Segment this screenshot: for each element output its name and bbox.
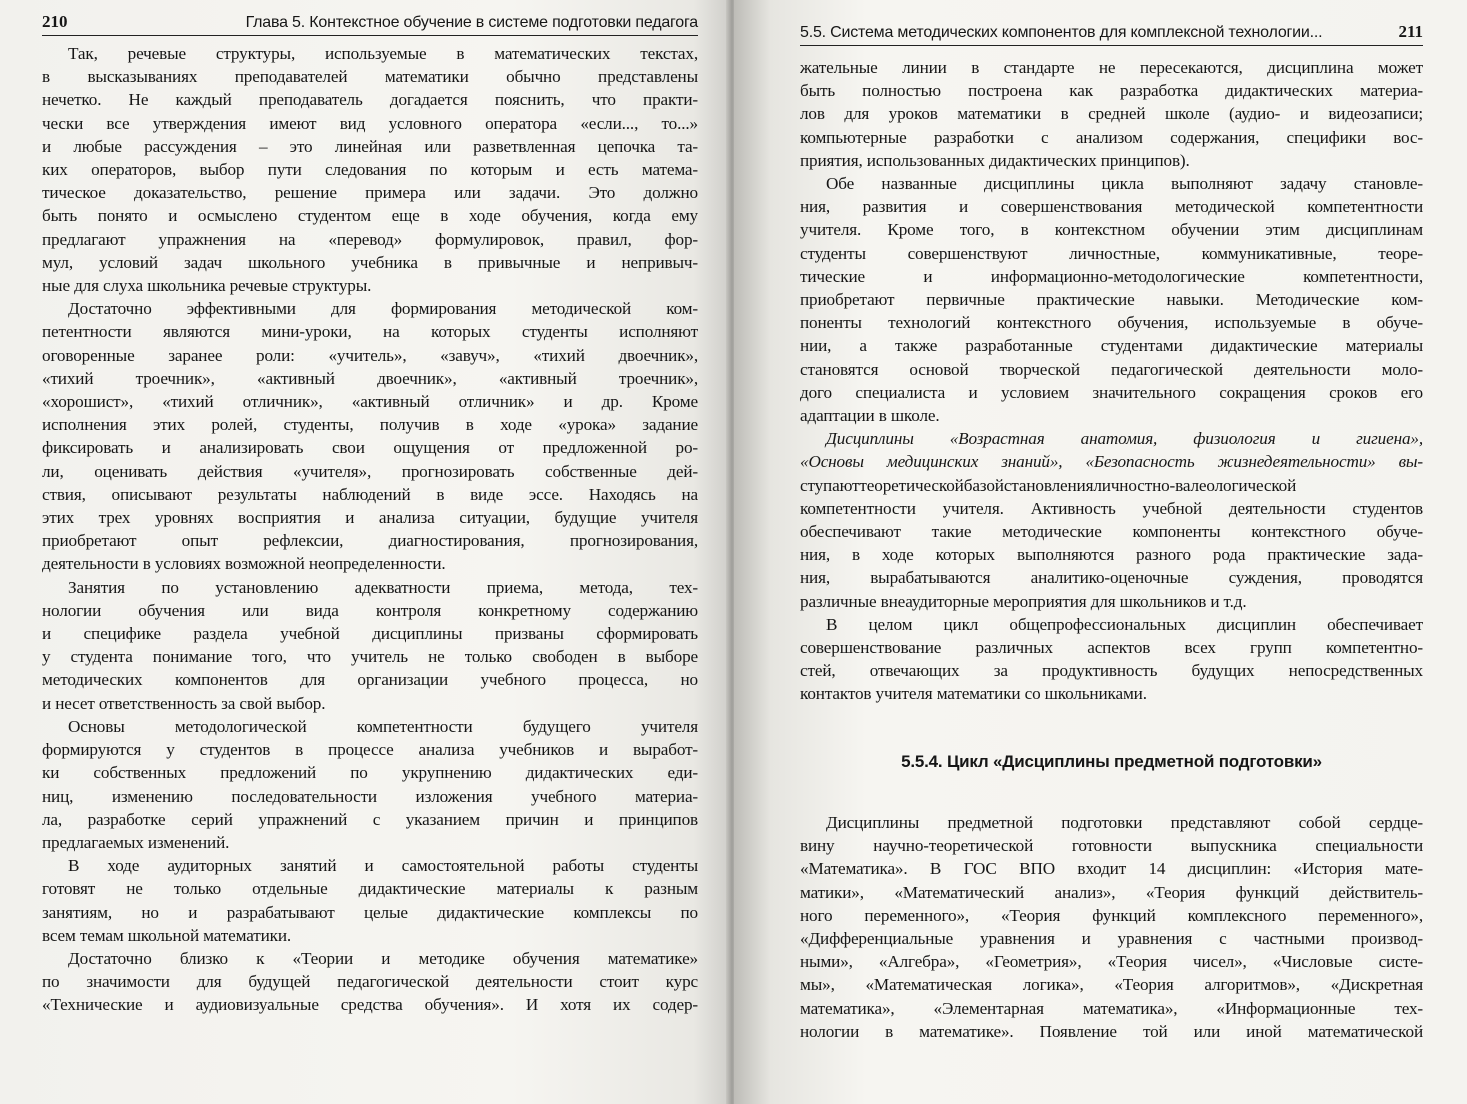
- section-heading: 5.5.4. Цикл «Дисциплины предметной подготовки»: [901, 751, 1322, 771]
- text-line: Так, речевые структуры, используемые в математических текстах,: [68, 44, 698, 63]
- text-line: «Дифференциальные уравнения и уравнения с частными производ-: [800, 928, 1423, 948]
- text-line: ствия, описывают результаты наблюдений в виде эссе. Находясь на: [42, 484, 698, 504]
- text-line: Занятия по установлению адекватности приема, метода, тех-: [68, 577, 698, 597]
- text-line: приобретают первичные практические навыки. Методические ком-: [800, 290, 1423, 310]
- page-number: 211: [1398, 22, 1423, 41]
- text-line: деятельности в условиях возможной неопределенности.: [42, 554, 446, 574]
- text-line: В целом цикл общепрофессиональных дисциплин обеспечивает: [826, 614, 1423, 634]
- text-line: ния, в ходе которых выполняются разного рода практические зада-: [800, 545, 1423, 565]
- text-line: в высказываниях преподавателей математики обычно представлены: [42, 67, 698, 87]
- text-line: приятия, использованных дидактических принципов).: [800, 150, 1190, 170]
- text-line: «хорошист», «тихий отличник», «активный отличник» и др. Кроме: [42, 392, 698, 412]
- text-line: Достаточно близко к «Теории и методике обучения математике»: [68, 948, 698, 968]
- text-line: исполнения этих ролей, студенты, получив в ходе «урока» задание: [42, 415, 698, 435]
- right-body-text: [800, 56, 1423, 1043]
- text-line: мул, условий задач школьного учебника в привычные и непривыч-: [42, 252, 698, 272]
- text-line: Достаточно эффективными для формирования методической ком-: [68, 299, 698, 319]
- text-line: нии, а также разработанные студентами дидактические материалы: [800, 336, 1423, 356]
- text-line: ла, разработке серий упражнений с указанием причин и принципов: [42, 809, 698, 829]
- text-line: всем темам школьной математики.: [42, 925, 292, 945]
- text-line: поненты технологий контекстного обучения, используемые в обуче-: [800, 313, 1423, 333]
- text-line: Дисциплины «Возрастная анатомия, физиология и гигиена»,: [826, 429, 1423, 449]
- text-line: предлагают упражнения на «перевод» формулировок, правил, фор-: [42, 229, 698, 249]
- text-line: петентности являются мини-уроки, на которых студенты исполняют: [42, 322, 698, 342]
- text-line: у студента понимание того, что учитель не только свободен в выборе: [42, 647, 698, 667]
- text-line: «тихий троечник», «активный двоечник», «активный троечник»,: [42, 368, 698, 388]
- text-line: студенты совершенствуют личностные, коммуникативные, теоре-: [800, 243, 1423, 263]
- text-line: лов для уроков математики в средней школе (аудио- и видеозаписи;: [800, 104, 1423, 124]
- text-line: быть понято и осмыслено студентом еще в ходе обучения, когда ему: [42, 206, 698, 226]
- text-line: «Основы медицинских знаний», «Безопасность жизнедеятельности» вы-: [800, 452, 1423, 472]
- text-line: стей, отвечающих за продуктивность будущих непосредственных: [800, 661, 1423, 681]
- text-line: ные для слуха школьника речевые структуры.: [42, 276, 372, 296]
- running-title: 5.5. Система методических компонентов для комплексной технологии...: [800, 24, 1323, 41]
- text-line: ного переменного», «Теория функций комплексного переменного»,: [800, 905, 1423, 925]
- left-page: [0, 0, 730, 1104]
- text-line: и несет ответственность за свой выбор.: [42, 693, 326, 713]
- text-line: математика», «Элементарная математика», «Информационные тех-: [800, 998, 1423, 1018]
- text-line: предлагаемых изменений.: [42, 832, 230, 852]
- text-line: чески все утверждения имеют вид условного оператора «если..., то...»: [42, 113, 698, 133]
- text-line: формируются у студентов в процессе анализа учебников и выработ-: [42, 740, 698, 760]
- text-line: ки собственных предложений по укрупнению дидактических еди-: [42, 763, 698, 783]
- text-line: тические и информационно-методологические компетентности,: [800, 266, 1423, 286]
- text-line: методических компонентов для организации учебного процесса, но: [42, 670, 698, 690]
- text-line: компьютерные разработки с анализом содержания, специфики вос-: [800, 127, 1423, 147]
- text-line: совершенствование различных аспектов всех групп компетентно-: [800, 638, 1423, 658]
- left-running-head: [42, 12, 698, 36]
- text-line: нологии в математике». Появление той или иной математической: [800, 1021, 1423, 1041]
- text-line: Дисциплины предметной подготовки представляют собой сердце-: [826, 812, 1423, 832]
- text-line: адаптации в школе.: [800, 406, 940, 426]
- text-line: приобретают опыт рефлексии, диагностирования, прогнозирования,: [42, 531, 698, 551]
- text-line: Обе названные дисциплины цикла выполняют задачу становле-: [826, 174, 1423, 194]
- left-body-text: [42, 42, 698, 1017]
- text-line: ния, развития и совершенствования методической компетентности: [800, 197, 1423, 217]
- text-line: быть полностью построена как разработка дидактических материа-: [800, 81, 1423, 101]
- text-line: нологии обучения или вида контроля конкретному содержанию: [42, 600, 698, 620]
- text-line: В ходе аудиторных занятий и самостоятельной работы студенты: [68, 856, 698, 876]
- text-line: по значимости для будущей педагогической деятельности стоит курс: [42, 972, 698, 992]
- text-line: дого специалиста и условием значительного сокращения сроков его: [800, 382, 1423, 402]
- text-line: ких операторов, выбор пути следования по которым и есть матема-: [42, 160, 698, 180]
- text-line: обеспечивают такие методические компоненты контекстного обуче-: [800, 522, 1423, 542]
- text-line: контактов учителя математики со школьниками.: [800, 684, 1147, 704]
- text-line: готовят не только отдельные дидактические материалы к разным: [42, 879, 698, 899]
- text-line: ния, вырабатываются аналитико-оценочные суждения, проводятся: [800, 568, 1423, 588]
- text-line: Основы методологической компетентности будущего учителя: [68, 716, 698, 736]
- text-line: «Математика». В ГОС ВПО входит 14 дисциплин: «История мате-: [800, 859, 1423, 879]
- text-line: ступаюттеоретическойбазойстановленияличностно-валеологической: [800, 475, 1297, 495]
- text-line: ными», «Алгебра», «Геометрия», «Теория чисел», «Числовые систе-: [800, 952, 1423, 972]
- text-line: занятиям, но и разрабатывают целые дидактические комплексы по: [42, 902, 698, 922]
- text-line: ли, оценивать действия «учителя», прогнозировать собственные дей-: [42, 461, 698, 481]
- text-line: матики», «Математический анализ», «Теория функций действитель-: [800, 882, 1423, 902]
- page-number: 210: [42, 12, 68, 31]
- text-line: вину научно-теоретической готовности выпускника специальности: [800, 836, 1423, 856]
- text-line: учителя. Кроме того, в контекстном обучении этим дисциплинам: [800, 220, 1423, 240]
- right-page: [734, 0, 1467, 1104]
- text-line: мы», «Математическая логика», «Теория алгоритмов», «Дискретная: [800, 975, 1423, 995]
- text-line: нечетко. Не каждый преподаватель догадается пояснить, что практи-: [42, 90, 698, 110]
- right-running-head: [800, 22, 1423, 46]
- text-line: оговоренные заранее роли: «учитель», «завуч», «тихий двоечник»,: [42, 345, 698, 365]
- text-line: и специфике раздела учебной дисциплины призваны сформировать: [42, 624, 698, 644]
- text-line: и любые рассуждения – это линейная или разветвленная цепочка та-: [42, 136, 698, 156]
- text-line: жательные линии в стандарте не пересекаются, дисциплина может: [800, 58, 1423, 77]
- text-line: тическое доказательство, решение примера или задачи. Это должно: [42, 183, 698, 203]
- text-line: ниц, изменению последовательности изложения учебного материа-: [42, 786, 698, 806]
- text-line: фиксировать и анализировать свои ощущения от предложенной ро-: [42, 438, 698, 458]
- text-line: «Технические и аудиовизуальные средства обучения». И хотя их содер-: [42, 995, 698, 1015]
- running-title: Глава 5. Контекстное обучение в системе подготовки педагога: [245, 14, 698, 31]
- text-line: компетентности учителя. Активность учебной деятельности студентов: [800, 498, 1423, 518]
- text-line: различные внеаудиторные мероприятия для школьников и т.д.: [800, 591, 1247, 611]
- text-line: становятся основой творческой педагогической деятельности моло-: [800, 359, 1423, 379]
- text-line: этих трех уровнях восприятия и анализа ситуации, будущие учителя: [42, 508, 698, 528]
